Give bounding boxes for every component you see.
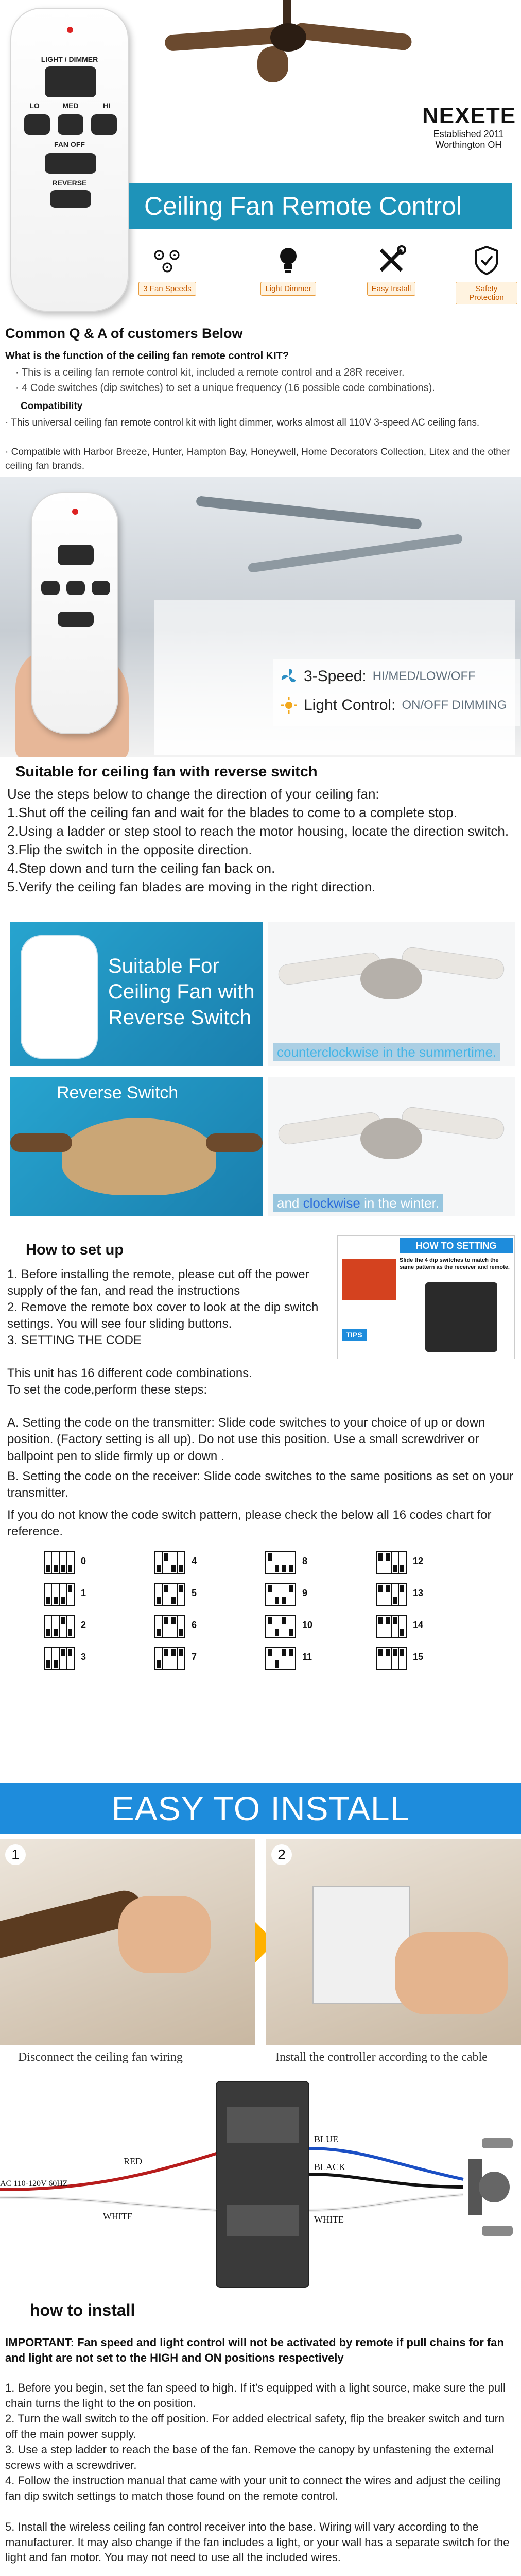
clockwise-word: clockwise	[303, 1195, 360, 1211]
sun-icon	[280, 697, 298, 714]
dip-switch-pattern	[265, 1551, 296, 1574]
counterclockwise-panel	[268, 922, 515, 1066]
remote-fan-off-button	[45, 153, 96, 174]
dip-code-number: 13	[413, 1588, 424, 1598]
wire-label-red: RED	[124, 2156, 142, 2166]
remote-led-indicator	[72, 509, 78, 515]
receiver-photo	[425, 1282, 497, 1352]
dip-switch	[170, 1648, 178, 1669]
dip-switch	[67, 1552, 74, 1573]
remote-hi-button	[92, 581, 110, 595]
feature-easy-install	[360, 245, 422, 296]
setup-transmitter: A. Setting the code on the transmitter: Slide code switches to your choice of up or down position. (Factory setting is all up). Do not use this position. Use a small screwdriver or ballpoint pen to slide firmly up or down .	[7, 1416, 485, 1463]
step2-image	[266, 1839, 521, 2045]
dip-code-number: 4	[192, 1556, 197, 1566]
dip-switch	[273, 1648, 281, 1669]
dip-switch	[377, 1552, 384, 1573]
install-step: 2. Turn the wall switch to the off position. For added electrical safety, flip the breaker switch and turn off the main power supply.	[5, 2412, 505, 2441]
how-to-install-heading: how to install	[30, 2301, 135, 2319]
tools-icon	[376, 245, 407, 276]
dip-switch	[384, 1552, 391, 1573]
remote-label-hi: HI	[103, 101, 110, 110]
dip-switch	[399, 1648, 406, 1669]
step1-image	[0, 1839, 255, 2045]
dip-switch	[288, 1616, 295, 1637]
qa-answer-1: · This is a ceiling fan remote control kit, included a remote control and a 28R receiver.	[15, 367, 405, 378]
remote-light-button	[45, 66, 96, 97]
feature-label: Light Dimmer	[260, 282, 316, 296]
qa-section	[0, 319, 521, 474]
light-label: Light Control:	[304, 697, 396, 714]
dip-switch	[170, 1552, 178, 1573]
dip-switch	[67, 1648, 74, 1669]
reverse-step: 4.Step down and turn the ceiling fan back on.	[7, 860, 275, 876]
dip-switch	[155, 1648, 163, 1669]
wiring-svg	[0, 2076, 521, 2293]
fan-blade	[10, 1133, 72, 1152]
dip-switch	[392, 1648, 399, 1669]
feature-light-dimmer	[257, 245, 319, 296]
dip-switch-photo	[342, 1259, 396, 1300]
dip-switch-pattern	[265, 1647, 296, 1670]
speed-info	[280, 668, 476, 685]
hand-image	[395, 1932, 508, 2014]
light-bulb-icon	[273, 245, 304, 276]
setup-code-chart-note: If you do not know the code switch pattern, please check the below all 16 codes chart for reference.	[7, 1508, 492, 1539]
dip-switch	[45, 1616, 52, 1637]
suitable-line-2: Ceiling Fan with	[108, 980, 255, 1003]
dip-switch	[60, 1648, 67, 1669]
dip-code-number: 0	[81, 1556, 86, 1566]
dip-switch	[281, 1584, 288, 1605]
install-important-note: IMPORTANT: Fan speed and light control will not be activated by remote if pull chains for fan and light are not set to the HIGH and ON positions respectively	[5, 2336, 504, 2364]
dip-switch	[281, 1616, 288, 1637]
fan-blade	[206, 1133, 263, 1152]
wire-label-blue: BLUE	[314, 2134, 338, 2144]
dip-switch-pattern	[44, 1583, 75, 1606]
dip-code-number: 14	[413, 1620, 424, 1630]
dip-switch	[392, 1584, 399, 1605]
remote-label-reverse: REVERSE	[52, 179, 87, 187]
dip-switch	[155, 1584, 163, 1605]
setup-step-3: 3. SETTING THE CODE	[7, 1333, 142, 1347]
dip-switch	[288, 1552, 295, 1573]
dip-switch-pattern	[154, 1551, 185, 1574]
background-fan	[196, 496, 422, 530]
dip-switch	[266, 1584, 273, 1605]
dip-switch	[60, 1552, 67, 1573]
remote-label-fan-off: FAN OFF	[54, 140, 85, 148]
dip-switch	[377, 1584, 384, 1605]
dip-switch	[52, 1616, 59, 1637]
reverse-step: 5.Verify the ceiling fan blades are moving in the right direction.	[7, 879, 376, 894]
reverse-step: 2.Using a ladder or step stool to reach the motor housing, locate the direction switch.	[7, 823, 509, 839]
wiring-diagram	[0, 2076, 521, 2293]
feature-label: Safety Protection	[456, 282, 517, 304]
dip-switch	[266, 1648, 273, 1669]
install-step: 5. Install the wireless ceiling fan control receiver into the base. Wiring will vary according to the manufacturer. It may also change if the fan includes a light, or your wall has a separate switch for the light and fan motor. You may not need to use all the included wires.	[5, 2520, 510, 2564]
install-step: 1. Before you begin, set the fan speed to high. If it’s equipped with a light source, make sure the pull chain turns the light to the on position.	[5, 2381, 506, 2410]
dip-switch	[281, 1648, 288, 1669]
dip-code-number: 5	[192, 1588, 197, 1598]
reverse-step: 1.Shut off the ceiling fan and wait for the blades to come to a complete stop.	[7, 805, 457, 820]
feature-label: 3 Fan Speeds	[138, 282, 196, 296]
dip-switch	[155, 1552, 163, 1573]
dip-switch	[155, 1616, 163, 1637]
feature-fan-speeds	[136, 245, 198, 296]
dip-switch-pattern	[265, 1615, 296, 1638]
dip-switch-pattern	[376, 1583, 407, 1606]
remote-label-lo: LO	[29, 101, 40, 110]
reverse-heading: Suitable for ceiling fan with reverse switch	[15, 764, 318, 780]
feature-safety-protection	[456, 245, 517, 304]
brand-logo	[422, 103, 515, 150]
how-to-setting-box	[337, 1235, 515, 1359]
dip-switch	[45, 1552, 52, 1573]
hand-image	[118, 1896, 211, 1973]
clockwise-rest: in the winter.	[360, 1195, 440, 1211]
dip-switch	[392, 1616, 399, 1637]
remote-control-image	[10, 8, 129, 312]
dip-code-number: 6	[192, 1620, 197, 1630]
dip-switch	[163, 1552, 170, 1573]
light-value: ON/OFF DIMMING	[402, 698, 507, 712]
dip-switch	[266, 1616, 273, 1637]
dip-switch	[399, 1552, 406, 1573]
remote-lo-button	[41, 581, 60, 595]
fan-motor-image	[62, 1118, 216, 1195]
dip-switch-pattern	[154, 1615, 185, 1638]
dip-switch-pattern	[44, 1647, 75, 1670]
install-step: 3. Use a step ladder to reach the base of the fan. Remove the canopy by unfastening the external screws with a screwdriver.	[5, 2443, 494, 2471]
dip-switch	[60, 1584, 67, 1605]
speed-value: HI/MED/LOW/OFF	[372, 669, 476, 683]
reverse-switch-panel	[10, 1077, 263, 1216]
dip-switch-pattern	[376, 1551, 407, 1574]
clockwise-panel	[268, 1077, 515, 1216]
dip-switch	[399, 1584, 406, 1605]
how-to-setting-subtitle: Slide the 4 dip switches to match the same pattern as the receiver and remote.	[400, 1257, 510, 1271]
dip-switch	[52, 1584, 59, 1605]
remote-fan-off-button	[58, 612, 94, 627]
setup-step-2: 2. Remove the remote box cover to look at the dip switch settings. You will see four sliding buttons.	[7, 1300, 319, 1331]
suitable-reverse-panel	[10, 922, 263, 1066]
step2-number: 2	[271, 1844, 292, 1865]
suitable-text	[108, 953, 255, 1030]
remote-reverse-button	[50, 190, 91, 208]
dip-switch-pattern	[376, 1615, 407, 1638]
dip-switch	[273, 1616, 281, 1637]
dip-switch	[178, 1552, 184, 1573]
dip-switch	[163, 1584, 170, 1605]
remote-led-indicator	[67, 27, 73, 33]
dip-code-number: 1	[81, 1588, 86, 1598]
dip-switch	[281, 1552, 288, 1573]
shield-icon	[471, 245, 502, 276]
install-steps-section	[0, 1834, 521, 2287]
dip-switch	[399, 1616, 406, 1637]
remote-med-button	[66, 581, 85, 595]
dip-switch	[266, 1552, 273, 1573]
dip-code-number: 3	[81, 1652, 86, 1662]
counterclockwise-word: counterclockwise	[277, 1044, 379, 1060]
step1-caption: Disconnect the ceiling fan wiring	[18, 2050, 183, 2064]
dip-switch	[67, 1584, 74, 1605]
how-to-install-section	[0, 2287, 521, 2576]
step2-caption: Install the controller according to the cable	[275, 2050, 488, 2064]
dip-switch	[384, 1648, 391, 1669]
counterclockwise-rest: in the summertime.	[378, 1044, 497, 1060]
dip-code-number: 2	[81, 1620, 86, 1630]
dip-switch-pattern	[44, 1551, 75, 1574]
easy-install-banner	[0, 1783, 521, 1834]
dip-code-number: 8	[302, 1556, 308, 1566]
dip-switch	[273, 1552, 281, 1573]
tips-label: TIPS	[342, 1329, 367, 1341]
setup-code-count: This unit has 16 different code combinations.	[7, 1366, 252, 1380]
speed-label: 3-Speed:	[304, 668, 367, 685]
suitable-line-3: Reverse Switch	[108, 1006, 251, 1029]
dip-switch	[288, 1648, 295, 1669]
dip-switch	[60, 1616, 67, 1637]
setup-section	[0, 1226, 521, 1783]
reverse-step: 3.Flip the switch in the opposite direction.	[7, 842, 252, 857]
how-to-setting-title: HOW TO SETTING	[400, 1238, 513, 1253]
background-fan	[248, 534, 463, 573]
counterclockwise-caption	[273, 1043, 500, 1061]
setup-receiver: B. Setting the code on the receiver: Slide code switches to the same positions as set on your transmitter.	[7, 1469, 514, 1500]
dip-code-number: 10	[302, 1620, 313, 1630]
dip-switch-pattern	[44, 1615, 75, 1638]
easy-install-title: EASY TO INSTALL	[111, 1789, 410, 1827]
light-info	[280, 697, 507, 714]
remote-photo-section	[0, 477, 521, 757]
dip-code-number: 7	[192, 1652, 197, 1662]
suitable-line-1: Suitable For	[108, 955, 219, 977]
hero-section	[0, 0, 521, 319]
qa-compat-1: · This universal ceiling fan remote control kit with light dimmer, works almost all 110V 3-speed AC ceiling fans.	[5, 417, 480, 428]
dip-switch	[163, 1648, 170, 1669]
dip-switch-pattern	[376, 1647, 407, 1670]
qa-compat-2: · Compatible with Harbor Breeze, Hunter, Hampton Bay, Honeywell, Home Decorators Collection, Litex and the other ceiling fan brands.	[5, 447, 510, 471]
dip-switch	[273, 1584, 281, 1605]
dip-switch	[178, 1616, 184, 1637]
dip-switch	[178, 1648, 184, 1669]
wire-label-white-in: WHITE	[103, 2211, 133, 2222]
remote-lo-button	[24, 114, 50, 135]
dip-switch	[377, 1616, 384, 1637]
remote-small-image	[21, 935, 98, 1059]
product-title: Ceiling Fan Remote Control	[144, 192, 462, 221]
dip-switch	[45, 1584, 52, 1605]
dip-switch	[170, 1584, 178, 1605]
fan-speed-icon	[152, 245, 183, 276]
clockwise-caption	[273, 1194, 443, 1212]
reverse-intro: Use the steps below to change the direction of your ceiling fan:	[7, 786, 379, 802]
control-info-badge	[273, 659, 520, 726]
dip-switch	[67, 1616, 74, 1637]
dip-switch	[163, 1616, 170, 1637]
dip-switch	[377, 1648, 384, 1669]
remote-med-button	[58, 114, 83, 135]
dip-switch	[288, 1584, 295, 1605]
qa-answer-2: · 4 Code switches (dip switches) to set a unique frequency (16 possible code combinations).	[15, 382, 435, 394]
dip-switch	[384, 1616, 391, 1637]
dip-code-number: 9	[302, 1588, 308, 1598]
remote-light-button	[58, 545, 94, 565]
fan-icon	[280, 668, 298, 685]
step1-number: 1	[5, 1844, 26, 1865]
dip-switch	[52, 1648, 59, 1669]
remote-in-hand-image	[31, 492, 118, 734]
brand-name: NEXETE	[422, 103, 516, 128]
dip-switch	[170, 1616, 178, 1637]
reverse-switch-title: Reverse Switch	[57, 1083, 179, 1103]
dip-code-number: 11	[302, 1652, 312, 1662]
power-label: AC 110-120V 60HZ	[0, 2179, 68, 2188]
setup-heading: How to set up	[26, 1242, 124, 1258]
remote-hi-button	[91, 114, 117, 135]
product-title-bar	[129, 183, 512, 229]
dip-code-number: 12	[413, 1556, 424, 1566]
feature-label: Easy Install	[367, 282, 416, 296]
remote-label-light-dimmer: LIGHT / DIMMER	[41, 55, 98, 63]
ceiling-fan-image	[154, 0, 422, 82]
clockwise-prefix: and	[277, 1195, 303, 1211]
brand-established: Established 2011	[433, 129, 504, 139]
dip-switch	[45, 1648, 52, 1669]
wire-label-white-out: WHITE	[314, 2214, 344, 2225]
fan-hub	[360, 1118, 422, 1159]
remote-label-med: MED	[62, 101, 79, 110]
setup-step-1: 1. Before installing the remote, please cut off the power supply of the fan, and read the instructions	[7, 1267, 309, 1298]
wire-label-black: BLACK	[314, 2162, 346, 2172]
brand-location: Worthington OH	[435, 140, 502, 150]
dip-code-number: 15	[413, 1652, 424, 1662]
dip-switch-pattern	[154, 1647, 185, 1670]
setup-code-steps: To set the code,perform these steps:	[7, 1383, 207, 1397]
install-step: 4. Follow the instruction manual that came with your unit to connect the wires and adjust the ceiling fan dip switch settings to match those found on the remote control.	[5, 2474, 501, 2502]
qa-compat-heading: Compatibility	[21, 401, 83, 412]
qa-question: What is the function of the ceiling fan remote control KIT?	[5, 350, 289, 362]
dip-switch	[178, 1584, 184, 1605]
code-chart	[44, 1551, 487, 1680]
dip-switch	[52, 1552, 59, 1573]
fan-hub	[360, 958, 422, 999]
dip-switch	[384, 1584, 391, 1605]
dip-switch	[392, 1552, 399, 1573]
dip-switch-pattern	[265, 1583, 296, 1606]
qa-heading: Common Q & A of customers Below	[5, 326, 243, 341]
dip-switch-pattern	[154, 1583, 185, 1606]
